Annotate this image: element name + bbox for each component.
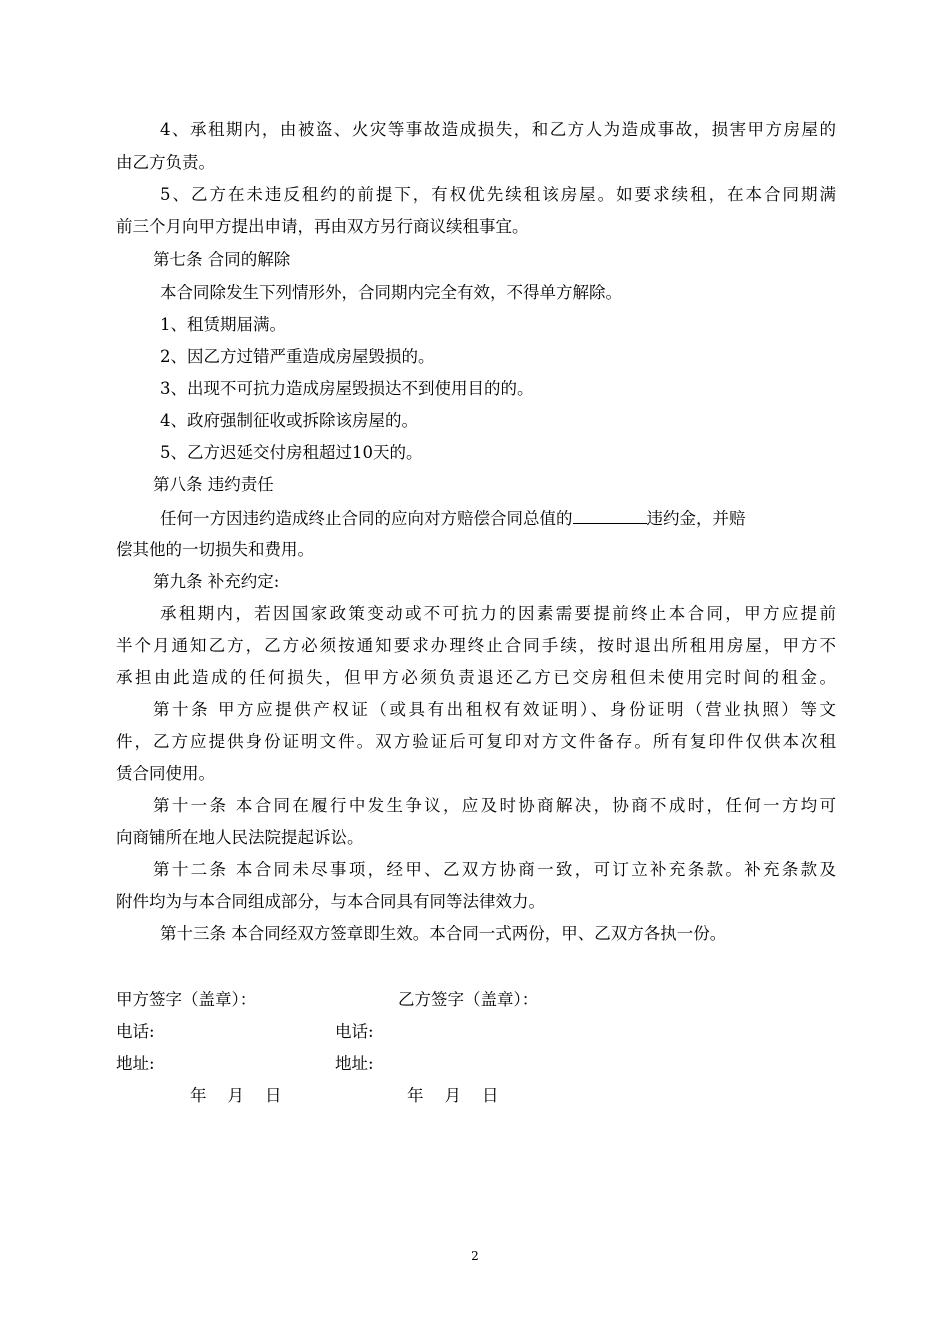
- clause-7-item-5: 5、乙方迟延交付房租超过10天的。: [160, 443, 423, 462]
- clause-9-heading: 第九条 补充约定:: [153, 572, 280, 591]
- clause-7-intro: 本合同除发生下列情形外，合同期内完全有效，不得单方解除。: [160, 283, 622, 302]
- clause-7-item-3: 3、出现不可抗力造成房屋毁损达不到使用目的的。: [160, 379, 534, 398]
- clause-6-item-5-line-1: 5、乙方在未违反租约的前提下，有权优先续租该房屋。如要求续租，在本合同期满: [160, 185, 836, 204]
- party-b-phone-label: 电话:: [335, 1022, 374, 1041]
- clause-10-line-1: 第十条 甲方应提供产权证（或具有出租权有效证明）、身份证明（营业执照）等文: [153, 700, 836, 719]
- party-a-date: 年 月 日: [190, 1086, 282, 1105]
- clause-6-item-5-line-2: 前三个月向甲方提出申请，再由双方另行商议续租事宜。: [116, 217, 529, 236]
- clause-7-item-2: 2、因乙方过错严重造成房屋毁损的。: [160, 347, 435, 366]
- clause-8-text-after-blank: 违约金，并赔: [646, 509, 746, 528]
- clause-8-heading: 第八条 违约责任: [153, 475, 274, 494]
- clause-7-heading: 第七条 合同的解除: [153, 250, 291, 269]
- clause-6-item-4-line-1: 4、承租期内，由被盗、火灾等事故造成损失，和乙方人为造成事故，损害甲方房屋的: [160, 120, 836, 139]
- clause-11-line-1: 第十一条 本合同在履行中发生争议，应及时协商解决，协商不成时，任何一方均可: [153, 796, 836, 815]
- penalty-blank-field: [573, 507, 647, 524]
- clause-7-item-1: 1、租赁期届满。: [160, 315, 286, 334]
- party-b-signature-label: 乙方签字（盖章）：: [398, 990, 539, 1009]
- clause-9-line-1: 承租期内，若因国家政策变动或不可抗力的因素需要提前终止本合同，甲方应提前: [160, 604, 836, 623]
- clause-10-line-3: 赁合同使用。: [116, 764, 215, 783]
- party-a-signature-label: 甲方签字（盖章）：: [116, 990, 257, 1009]
- clause-8-text-before-blank: 任何一方因违约造成终止合同的应向对方赔偿合同总值的: [160, 509, 573, 528]
- page-number: 2: [471, 1249, 479, 1263]
- party-a-address-label: 地址:: [116, 1054, 155, 1073]
- clause-11-line-2: 向商铺所在地人民法院提起诉讼。: [116, 828, 364, 847]
- clause-9-line-2: 半个月通知乙方，乙方必须按通知要求办理终止合同手续，按时退出所租用房屋，甲方不: [116, 636, 836, 655]
- clause-9-line-3: 承担由此造成的任何损失，但甲方必须负责退还乙方已交房租但未使用完时间的租金。: [116, 668, 836, 687]
- party-b-date: 年 月 日: [407, 1086, 499, 1105]
- clause-8-line-2: 偿其他的一切损失和费用。: [116, 540, 314, 559]
- clause-7-item-4: 4、政府强制征收或拆除该房屋的。: [160, 411, 418, 430]
- clause-12-line-2: 附件均为与本合同组成部分，与本合同具有同等法律效力。: [116, 892, 545, 911]
- party-b-address-label: 地址:: [335, 1054, 374, 1073]
- clause-10-line-2: 件，乙方应提供身份证明文件。双方验证后可复印对方文件备存。所有复印件仅供本次租: [116, 732, 836, 751]
- clause-8-line-1: [160, 507, 746, 530]
- clause-6-item-4-line-2: 由乙方负责。: [116, 153, 215, 172]
- clause-12-line-1: 第十二条 本合同未尽事项，经甲、乙双方协商一致，可订立补充条款。补充条款及: [153, 860, 836, 879]
- clause-13: 第十三条 本合同经双方签章即生效。本合同一式两份，甲、乙双方各执一份。: [160, 924, 727, 943]
- party-a-phone-label: 电话:: [116, 1022, 155, 1041]
